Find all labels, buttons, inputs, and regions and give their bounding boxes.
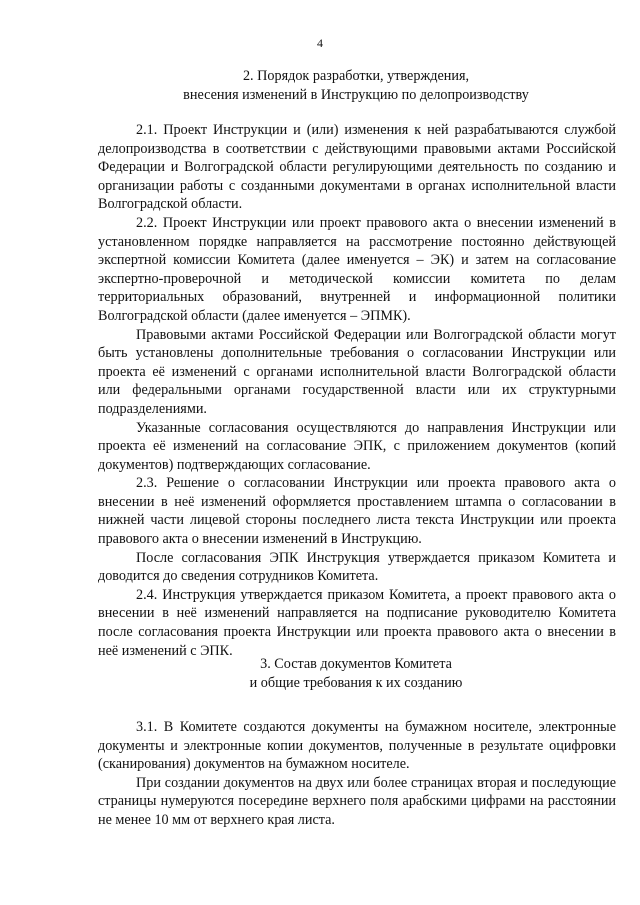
- paragraph-2-3: 2.3. Решение о согласовании Инструкции или проекта правового акта о внесении в неё изменений оформляется проставлением штампа о согласовании в нижней части лицевой стороны последнего листа текста Инструкции или проекта правового акта о внесении изменений в Инструкцию.: [98, 475, 616, 548]
- paragraph-2-1: 2.1. Проект Инструкции и (или) изменения к ней разрабатываются службой делопроизводства в соответствии с действующими правовыми актами Российской Федерации и Волгоградской области регулирующими деятельность по созданию и организации работы с созданными документами в органах исполнительной власти Волгоградской области.: [98, 122, 616, 213]
- page-number: 4: [317, 36, 323, 50]
- section-3-title: [96, 655, 616, 693]
- paragraph-2-2: 2.2. Проект Инструкции или проект правового акта о внесении изменений в установленном порядке направляется на рассмотрение постоянно действующей экспертной комиссии Комитета (далее именуется – ЭК) и затем на согласование экспертно-проверочной и методической комиссии комитета по делам территориальных образований, внутренней и информационной политики Волгоградской области (далее именуется – ЭПМК).: [98, 214, 616, 324]
- section-3-title-line-2: и общие требования к их созданию: [249, 675, 463, 691]
- paragraph-legal-requirements: Правовыми актами Российской Федерации или Волгоградской области могут быть установлены дополнительные требования о согласовании Инструкции или проекта её изменений с органами исполнительной власти Волгоградской области или федеральными органами государственной власти или их структурными подразделениями.: [98, 326, 616, 417]
- section-2-body: [98, 121, 616, 660]
- section-2-title-line-1: 2. Порядок разработки, утверждения,: [242, 68, 470, 84]
- paragraph-page-numbering: При создании документов на двух или более страницах вторая и последующие страницы нумеруются посередине верхнего поля арабскими цифрами на расстоянии не менее 10 мм от верхнего края листа.: [98, 774, 616, 828]
- section-2-title-line-2: внесения изменений в Инструкцию по делопроизводству: [183, 87, 529, 103]
- section-3-title-line-1: 3. Состав документов Комитета: [260, 656, 452, 672]
- paragraph-2-4: 2.4. Инструкция утверждается приказом Комитета, а проект правового акта о внесении в неё изменений направляется на подписание руководителю Комитета после согласования проекта Инструкции или проекта правового акта о внесении в неё изменений с ЭПК.: [98, 586, 616, 659]
- section-2-title: [96, 67, 616, 105]
- section-3-body: [98, 718, 616, 830]
- paragraph-after-approval: После согласования ЭПК Инструкция утверждается приказом Комитета и доводится до сведения сотрудников Комитета.: [98, 549, 616, 585]
- paragraph-3-1: 3.1. В Комитете создаются документы на бумажном носителе, электронные документы и электронные копии документов, полученные в результате оцифровки (сканирования) документов на бумажном носителе.: [98, 719, 616, 773]
- paragraph-approvals: Указанные согласования осуществляются до направления Инструкции или проекта её изменений на согласование ЭПК, с приложением документов (копий документов) подтверждающих согласование.: [98, 419, 616, 473]
